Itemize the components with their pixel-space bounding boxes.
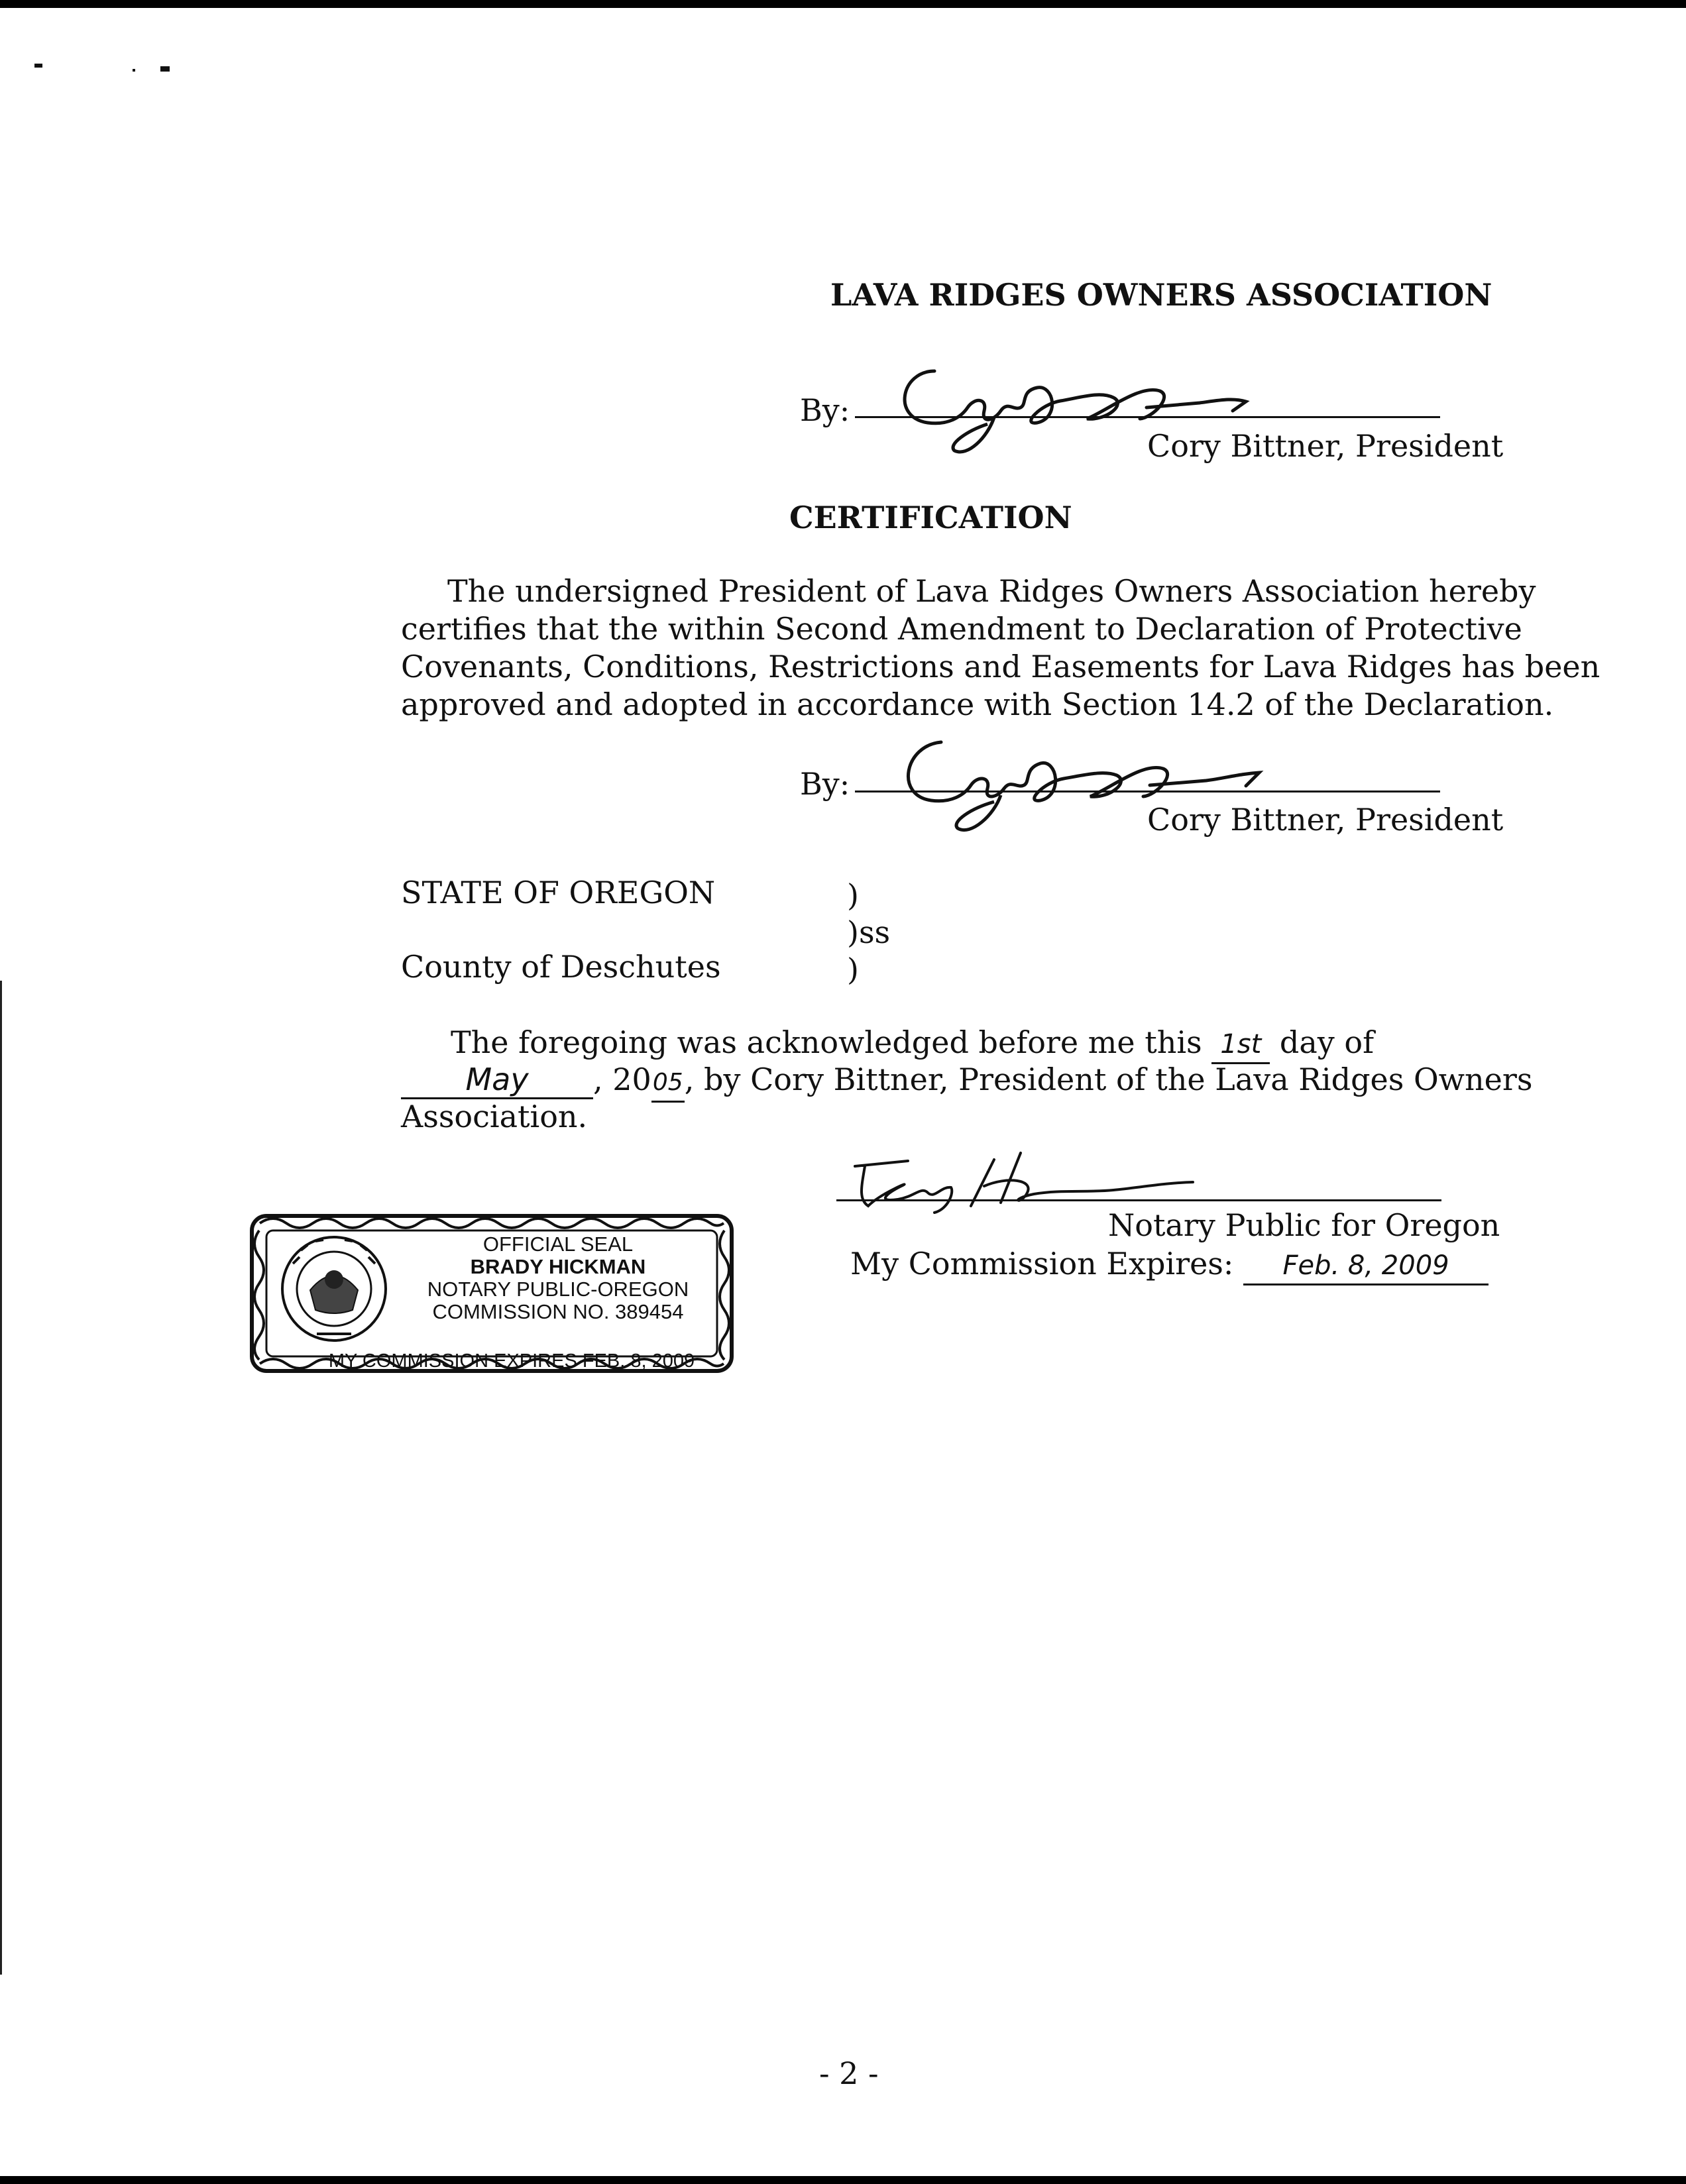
state-label: STATE OF OREGON (401, 875, 716, 910)
seal-line: COMMISSION NO. 389454 (432, 1300, 684, 1323)
year-handwritten: 05 (652, 1069, 683, 1096)
month-handwritten: May (465, 1062, 529, 1097)
certification-line: approved and adopted in accordance with Section 14.2 of the Declaration. (401, 686, 1554, 722)
county-label: County of Deschutes (401, 949, 721, 985)
acknowledgment-text: day of (1279, 1024, 1375, 1060)
by-label: By: (800, 766, 850, 802)
year-blank (651, 1062, 685, 1103)
by-label: By: (800, 392, 850, 428)
venue-ss: )ss (847, 914, 891, 950)
commission-blank (1243, 1246, 1489, 1285)
scan-bottom-border (0, 2176, 1686, 2184)
scan-top-border (0, 0, 1686, 8)
signer-name: Cory Bittner, President (1147, 428, 1504, 464)
seal-line: OFFICIAL SEAL (482, 1232, 634, 1256)
certification-line: The undersigned President of Lava Ridges Owners Association hereby (447, 573, 1536, 609)
scan-speck (34, 64, 42, 68)
acknowledgment-text: , by Cory Bittner, President of the Lava Ridges Owners (684, 1062, 1533, 1097)
signer-name: Cory Bittner, President (1147, 802, 1504, 838)
acknowledgment-text: The foregoing was acknowledged before me this (451, 1024, 1202, 1060)
year-prefix: , 20 (593, 1062, 651, 1097)
seal-text (328, 1232, 724, 1372)
day-blank (1211, 1024, 1270, 1064)
venue-paren: ) (847, 877, 859, 913)
association-title: LAVA RIDGES OWNERS ASSOCIATION (830, 277, 1492, 313)
commission-handwritten: Feb. 8, 2009 (1282, 1250, 1449, 1281)
certification-title: CERTIFICATION (789, 500, 1072, 535)
day-handwritten: 1st (1220, 1029, 1262, 1060)
acknowledgment-line-2 (401, 1062, 1533, 1103)
venue-paren: ) (847, 952, 859, 987)
notary-signature-line (836, 1199, 1441, 1201)
certification-line: certifies that the within Second Amendment to Declaration of Protective (401, 611, 1522, 647)
seal-notary-name: BRADY HICKMAN (470, 1255, 646, 1278)
scan-speck (160, 66, 170, 72)
seal-expiration: MY COMMISSION EXPIRES FEB. 8, 2009 (328, 1350, 695, 1372)
seal-line: NOTARY PUBLIC-OREGON (427, 1278, 689, 1301)
notary-title: Notary Public for Oregon (1108, 1207, 1500, 1243)
page-number: - 2 - (819, 2055, 879, 2091)
scan-left-edge (0, 981, 2, 1975)
commission-label: My Commission Expires: (850, 1246, 1234, 1282)
official-seal-stamp (247, 1211, 737, 1376)
certification-line: Covenants, Conditions, Restrictions and Easements for Lava Ridges has been (401, 649, 1601, 684)
acknowledgment-line-1 (451, 1024, 1374, 1064)
month-blank (401, 1062, 593, 1099)
acknowledgment-line-3: Association. (401, 1099, 588, 1134)
scan-speck (133, 69, 135, 72)
certification-paragraph (401, 573, 1601, 724)
commission-expires (850, 1246, 1489, 1285)
